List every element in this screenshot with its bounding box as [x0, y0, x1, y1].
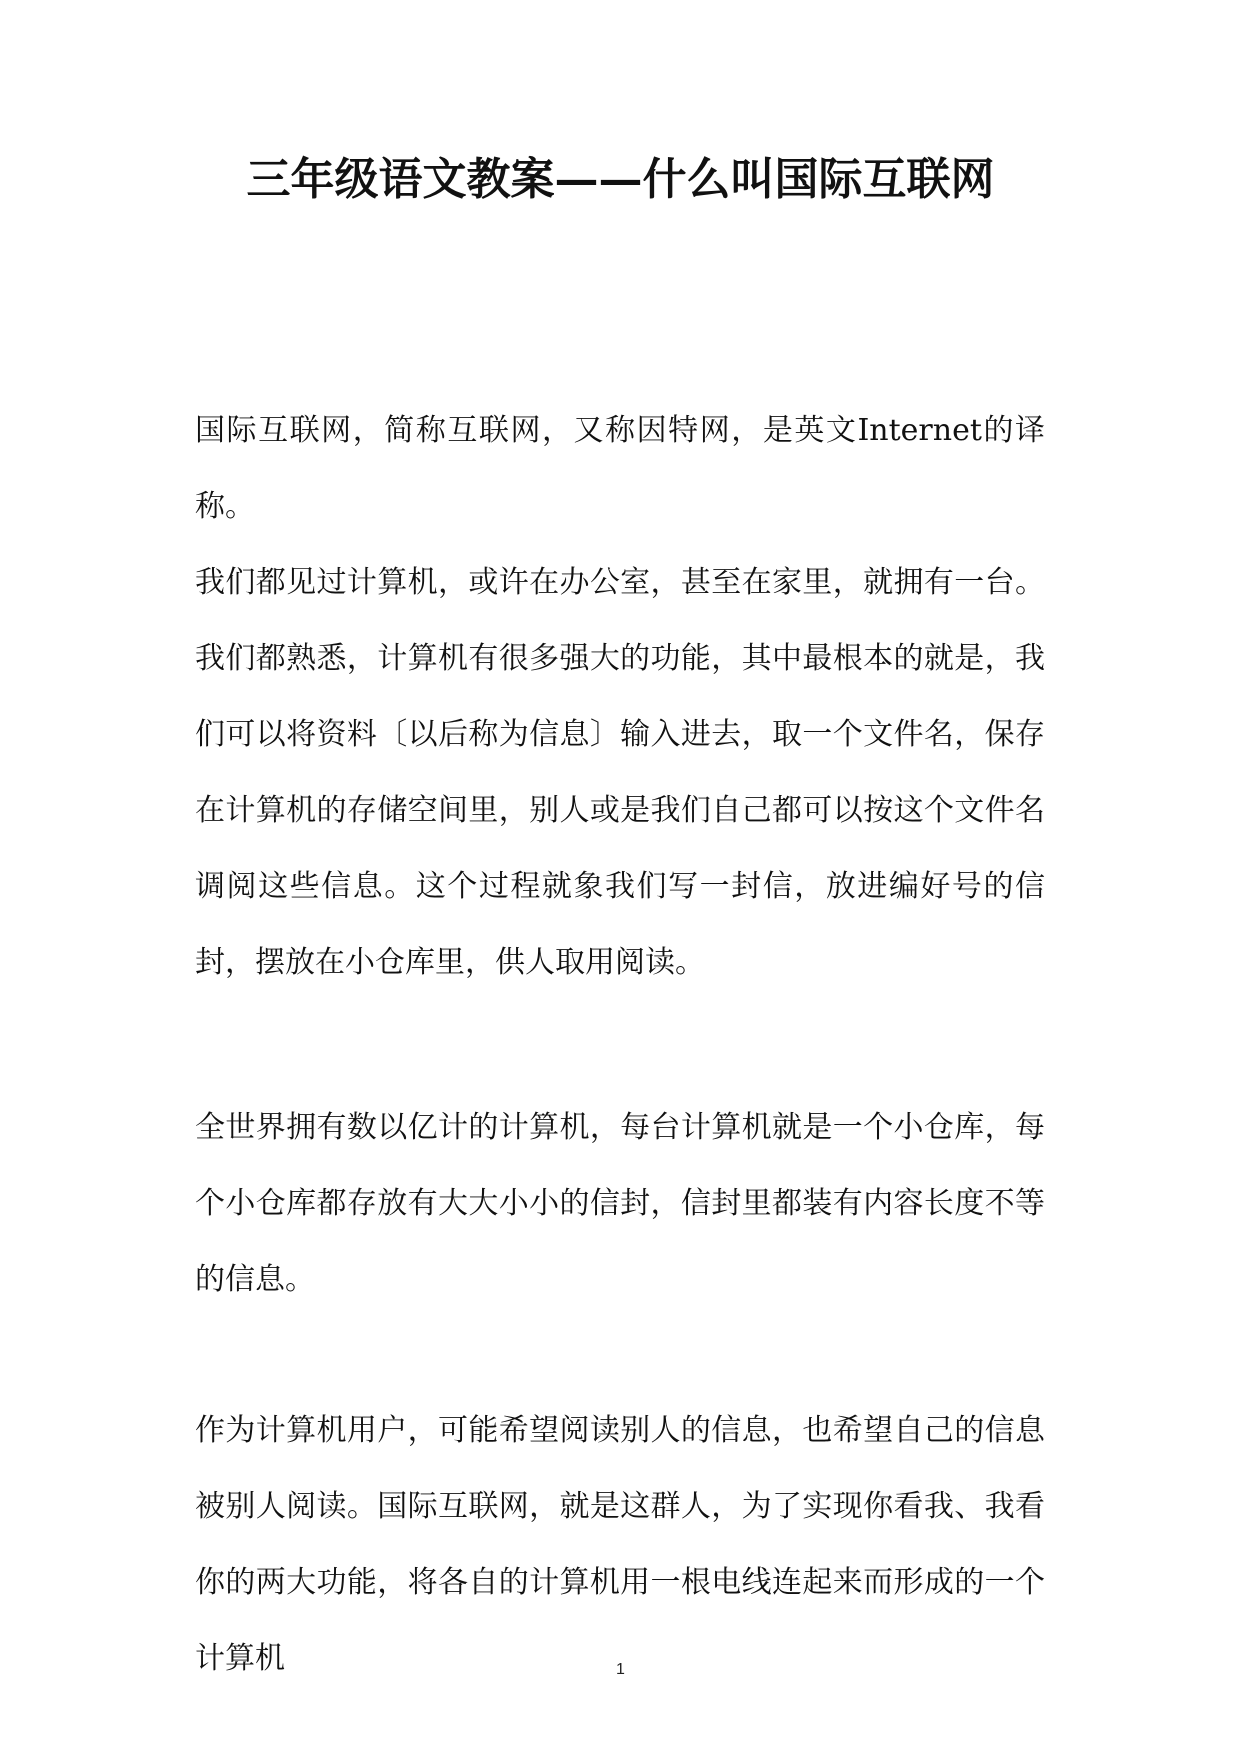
page-number: 1: [616, 1661, 625, 1678]
paragraph-text: 国际互联网，简称互联网，又称因特网，是英文Internet的译称。: [195, 413, 1045, 524]
document-title: 三年级语文教案——什么叫国际互联网: [246, 154, 995, 205]
paragraph-3: [195, 1090, 1045, 1318]
paragraph-text: 全世界拥有数以亿计的计算机，每台计算机就是一个小仓库，每个小仓库都存放有大大小小的信封，信封里都装有内容长度不等的信息。: [195, 1110, 1045, 1297]
paragraph-4: [195, 1393, 1045, 1697]
paragraph-1: [195, 393, 1045, 545]
paragraph-2: [195, 545, 1045, 1001]
paragraph-text: 我们都见过计算机，或许在办公室，甚至在家里，就拥有一台。我们都熟悉，计算机有很多强大的功能，其中最根本的就是，我们可以将资料〔以后称为信息〕输入进去，取一个文件名，保存在计算机的存储空间里，别人或是我们自己都可以按这个文件名调阅这些信息。这个过程就象我们写一封信，放进编好号的信封，摆放在小仓库里，供人取用阅读。: [195, 565, 1045, 980]
paragraph-text: 作为计算机用户，可能希望阅读别人的信息，也希望自己的信息被别人阅读。国际互联网，就是这群人，为了实现你看我、我看你的两大功能，将各自的计算机用一根电线连起来而形成的一个计算机: [195, 1413, 1045, 1676]
